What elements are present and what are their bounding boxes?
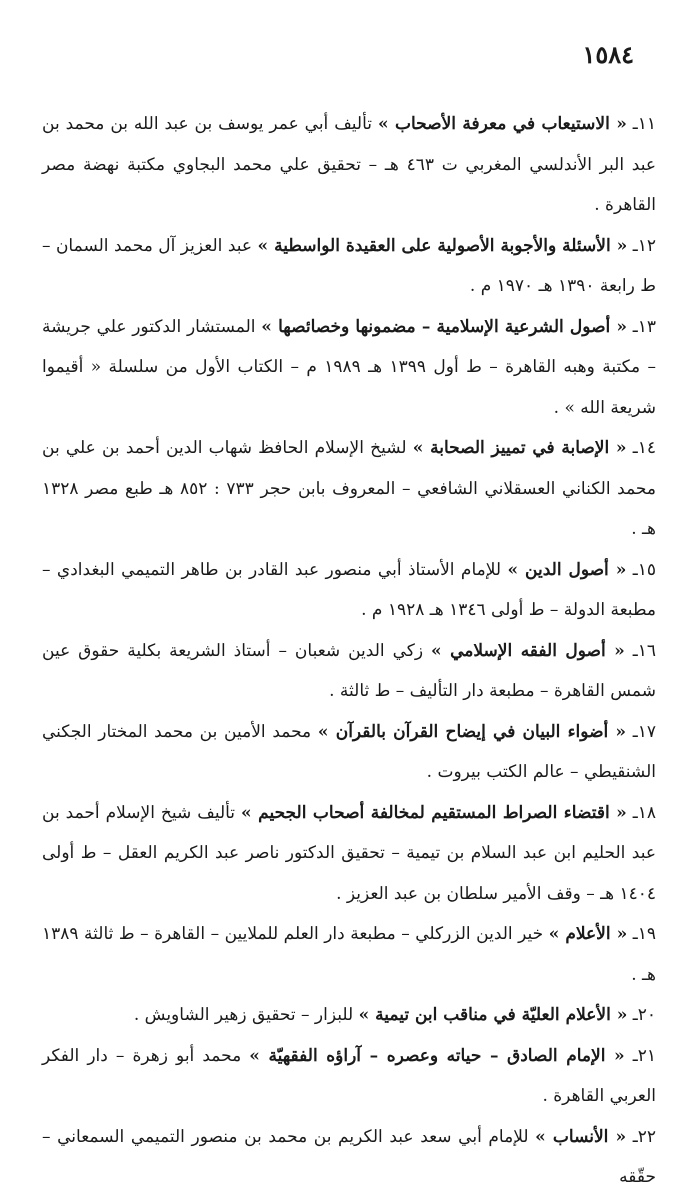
entry-text: للإمام الأستاذ أبي منصور عبد القادر بن طاهر التميمي البغدادي – مطبعة الدولة – ط أولى ١٣٤٦ هـ ١٩٢٨ م . (42, 559, 656, 620)
entry-number: ٢٠ـ (632, 1005, 656, 1025)
entry-text: خير الدين الزركلي – مطبعة دار العلم للملايين – القاهرة – ط ثالثة ١٣٨٩ هـ . (42, 924, 656, 985)
bibliography-entry (42, 631, 656, 712)
entry-number: ١١ـ (632, 114, 657, 134)
entry-number: ١٦ـ (632, 640, 657, 661)
bibliography-entry (42, 428, 656, 550)
bibliography-entry (42, 914, 656, 995)
bibliography-entry (42, 104, 656, 226)
bibliography-entry (42, 1117, 656, 1198)
entry-text: تأليف شيخ الإسلام أحمد بن عبد الحليم ابن عبد السلام بن تيمية – تحقيق الدكتور ناصر عبد الكريم العقل – ط أولى ١٤٠٤ هـ – وقف الأمير سلطان بن عبد العزيز . (42, 802, 656, 904)
page-number: ١٥٨٤ (582, 40, 634, 69)
entry-text: لشيخ الإسلام الحافظ شهاب الدين أحمد بن علي بن محمد الكناني العسقلاني الشافعي – المعروف بابن حجر ٧٣٣ : ٨٥٢ هـ طبع مصر ١٣٢٨ هـ . (42, 438, 657, 539)
entry-number: ١٤ـ (632, 438, 656, 458)
bibliography-entry (42, 712, 656, 793)
entry-text: للإمام أبي سعد عبد الكريم بن محمد بن منصور التميمي السمعاني – حقّقه (42, 1126, 656, 1187)
entry-number: ٢١ـ (632, 1045, 656, 1066)
bibliography-entry (42, 550, 656, 631)
entry-text: محمد أبو زهرة – دار الفكر العربي القاهرة . (42, 1045, 656, 1106)
entry-title: « أصول الدين » (507, 559, 627, 580)
bibliography-list (42, 104, 656, 1198)
entry-number: ١٣ـ (632, 316, 657, 337)
entry-text: المستشار الدكتور علي جريشة – مكتبة وهبه القاهرة – ط أول ١٣٩٩ هـ ١٩٨٩ م – الكتاب الأول من سلسلة « أقيموا شريعة الله » . (42, 316, 656, 418)
entry-title: « الاستيعاب في معرفة الأصحاب » (377, 114, 627, 134)
entry-title: « الأعلام » (548, 924, 628, 944)
bibliography-entry (42, 1036, 656, 1117)
entry-title: « الأسئلة والأجوبة الأصولية على العقيدة الواسطية » (257, 235, 628, 256)
entry-title: « الأعلام العليّة في مناقب ابن تيمية » (358, 1005, 628, 1025)
entry-number: ١٧ـ (632, 721, 657, 742)
entry-title: « الإمام الصادق – حياته وعصره – آراؤه الفقهيّة » (249, 1045, 625, 1066)
entry-text: عبد العزيز آل محمد السمان – ط رابعة ١٣٩٠ هـ ١٩٧٠ م . (42, 235, 656, 296)
entry-number: ٢٢ـ (632, 1126, 656, 1147)
entry-text: محمد الأمين بن محمد المختار الجكني الشنقيطي – عالم الكتب بيروت . (42, 721, 656, 782)
entry-title: « الإصابة في تمييز الصحابة » (412, 438, 627, 458)
entry-number: ١٢ـ (632, 235, 657, 256)
entry-title: « أضواء البيان في إيضاح القرآن بالقرآن » (317, 721, 627, 742)
entry-text: تأليف أبي عمر يوسف بن عبد الله بن محمد بن عبد البر الأندلسي المغربي ت ٤٦٣ هـ – تحقيق علي محمد البجاوي مكتبة نهضة مصر القاهرة . (42, 114, 656, 215)
entry-text: زكي الدين شعبان – أستاذ الشريعة بكلية حقوق عين شمس القاهرة – مطبعة دار التأليف – ط ثالثة . (42, 640, 656, 701)
entry-number: ١٨ـ (632, 802, 657, 823)
bibliography-entry (42, 307, 656, 429)
entry-number: ١٥ـ (632, 559, 657, 580)
bibliography-entry (42, 995, 656, 1036)
entry-title: « أصول الفقه الإسلامي » (431, 640, 625, 661)
entry-title: « أصول الشرعية الإسلامية – مضمونها وخصائصها » (261, 316, 628, 337)
bibliography-entry (42, 226, 656, 307)
bibliography-entry (42, 793, 656, 915)
entry-title: « اقتضاء الصراط المستقيم لمخالفة أصحاب الجحيم » (241, 802, 627, 823)
entry-text: للبزار – تحقيق زهير الشاويش . (133, 1005, 354, 1025)
entry-title: « الأنساب » (535, 1126, 627, 1147)
entry-number: ١٩ـ (632, 924, 656, 944)
